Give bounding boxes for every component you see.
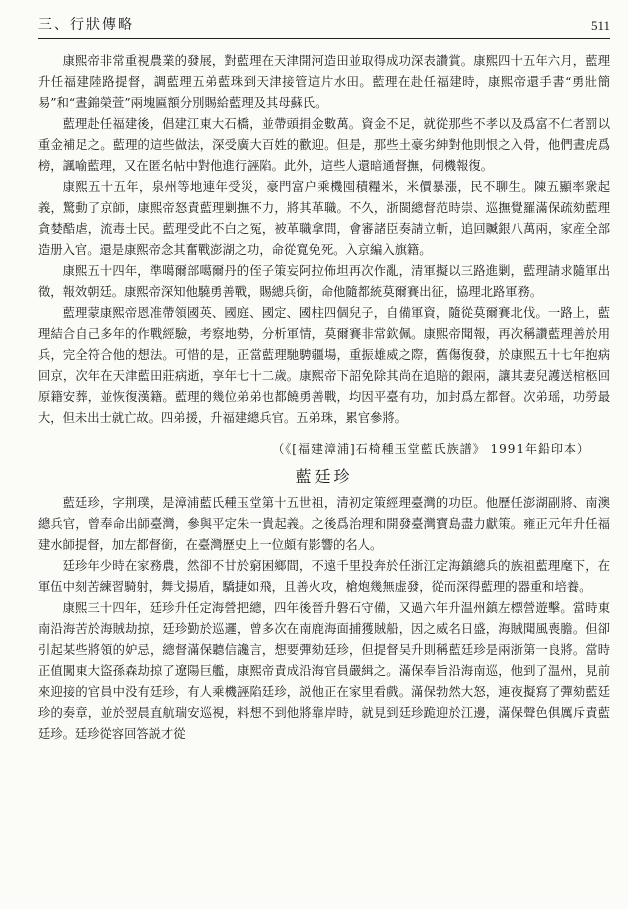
paragraph: 康熙五十四年，準噶爾部噶爾丹的侄子策妄阿拉佈坦再次作亂，清軍擬以三路進剿，藍理請求隨軍出徵，報效朝廷。康熙帝深知他驍勇善戰，賜總兵銜，命他隨都統莫爾賽出征，協理北路軍務。 [38,264,610,299]
paragraph: 康熙三十四年，廷珍升任定海營把總，四年後晉升磐石守備，又過六年升温州鎮左標營遊擊。當時東南沿海苦於海賊劫掠，廷珍勤於巡邏，曾多次在南鹿海面捕獲賊船，因之威名日盛，海賊聞風喪膽。但卻引起某些將領的妒忌，總督滿保聽信讒言，想要彈劾廷珍，但提督吴升則稱藍廷珍是兩浙第一良將。當時正值闖東大盜孫森劫掠了遼陽巨艦，康熙帝責成沿海官員嚴緝之。滿保奉旨沿海南巡，他到了温州，見前來迎接的官員中没有廷珍，有人乘機誣陷廷珍，説他正在家里看戲。滿保勃然大怒，連夜擬寫了彈劾藍廷珍的奏章，並於翌晨直航瑞安巡視，料想不到他將靠岸時，就見到廷珍跪迎於江邊，滿保聲色俱厲斥責藍廷珍。廷珍從容回答説才從 [38,601,610,741]
section-title: 藍廷珍 [295,467,353,486]
page [38,14,610,745]
paragraph: 康熙帝非常重視農業的發展，對藍理在天津開河造田並取得成功深表讚賞。康熙四十五年六月，藍理升任福建陸路提督，調藍理五弟藍珠到天津接管這片水田。藍理在赴任福建時，康熙帝還手書“勇壯簡易”和“晝錦榮萱”兩塊匾額分別賜給藍理及其母蘇氏。 [38,54,610,110]
source-citation: （《[福建漳浦]石椅種玉堂藍氏族譜》 1991年鉛印本） [272,442,590,456]
running-header [38,14,610,39]
paragraph: 廷珍年少時在家務農，然卻不甘於窮困鄉間，不遠千里投奔於任浙江定海鎮總兵的族祖藍理麾下，在軍伍中刻苦練習騎射，舞戈揚盾，驕捷如飛，且善火攻，槍炮幾無虚發，從而深得藍理的器重和培養。 [38,559,610,594]
paragraph: 藍廷珍，字荆璞，是漳浦藍氏種玉堂第十五世祖，清初定策經理臺灣的功臣。他歷任澎湖副將、南澳總兵官，曾奉命出師臺灣，參與平定朱一貴起義。之後爲治理和開發臺灣寶島盡力獻策。雍正元年升任福建水師提督，加左都督銜，在臺灣歷史上一位頗有影響的名人。 [38,496,610,552]
paragraph: 康熙五十五年，泉州等地連年受災，豪門富户乘機囤積糧米，米價暴漲，民不聊生。陳五顯率衆起義，驚動了京師，康熙帝怒責藍理剿撫不力，將其革職。不久，浙閩總督范時崇、巡撫覺羅滿保疏劾藍理貪婪酷虐，流毒士民。藍理受此不白之冤，被革職拿問，會審諸臣奏請立斬，追回贓銀八萬兩，家産全部造册入官。還是康熙帝念其奮戰澎湖之功，命從寬免死。入京編入旗籍。 [38,180,610,257]
page-number: 511 [590,18,610,33]
paragraph: 藍理蒙康熙帝恩准帶領國英、國庭、國定、國柱四個兒子，自備軍資，隨從莫爾賽北伐。一路上，藍理結合自己多年的作戰經驗，考察地勢，分析軍情，莫爾賽非常欽佩。康熙帝聞報，再次稱讚藍理善於用兵，完全符合他的想法。可惜的是，正當藍理馳騁疆場，重振雄威之際，舊傷復發，於康熙五十七年抱病回京，次年在天津藍田莊病逝，享年七十二歲。康熙帝下詔免除其尚在追賠的銀兩，讓其妻兒護送棺柩回原籍安葬，並恢復漢籍。藍理的幾位弟弟也都饒勇善戰，均因平臺有功，加封爲左都督。次弟瑶，功勞最大，但未出士就亡故。四弟援，升福建總兵官。五弟珠，累官參將。 [38,306,610,425]
document-body [38,51,610,745]
section-heading: 三、行狀傳略 [38,17,134,33]
paragraph: 藍理赴任福建後，倡建江東大石橋，並帶頭捐金數萬。資金不足，就從那些不孝以及爲富不仁者罰以重金補足之。藍理的這些做法，深受廣大百姓的歡迎。但是，那些土豪劣紳對他則恨之入骨，他們晝虎爲榜，諷喻藍理，又在匿名帖中對他進行誣陷。此外，這些人還暗通督撫，伺機報復。 [38,117,610,173]
